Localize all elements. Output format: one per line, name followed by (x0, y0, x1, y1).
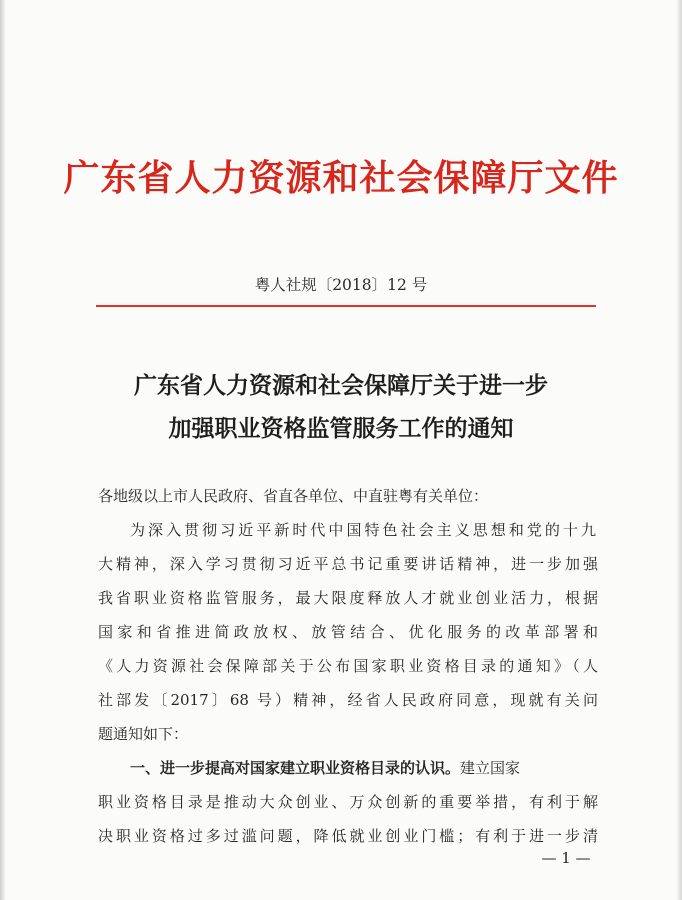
paragraph-line: 决职业资格过多过滥问题，降低就业创业门槛；有利于进一步清 (98, 827, 598, 845)
paragraph-line: 题通知如下： (98, 725, 189, 743)
paragraph-line: 国家和省推进简政放权、放管结合、优化服务的改革部署和 (98, 623, 598, 641)
paragraph-line: 《人力资源社会保障部关于公布国家职业资格目录的通知》（人 (98, 657, 598, 675)
paragraph-line: 职业资格目录是推动大众创业、万众创新的重要举措，有利于解 (98, 793, 598, 811)
scan-edge-left (0, 0, 6, 900)
document-number: 粤人社规〔2018〕12 号 (254, 276, 428, 294)
scan-edge-right (676, 0, 682, 900)
paragraph-line: 大精神，深入学习贯彻习近平总书记重要讲话精神，进一步加强 (98, 555, 598, 573)
red-separator-line (96, 305, 596, 307)
paragraph-line: 我省职业资格监管服务，最大限度释放人才就业创业活力，根据 (98, 589, 598, 607)
notice-title-line-1: 广东省人力资源和社会保障厅关于进一步 (134, 372, 548, 399)
section-1-heading-tail: 建立国家 (460, 759, 521, 777)
issuer-header-title: 广东省人力资源和社会保障厅文件 (63, 157, 619, 199)
page-number: — 1 — (541, 849, 591, 867)
notice-title-line-2: 加强职业资格监管服务工作的通知 (168, 415, 514, 442)
paragraph-line: 为深入贯彻习近平新时代中国特色社会主义思想和党的十九 (130, 521, 596, 539)
addressee-line: 各地级以上市人民政府、省直各单位、中直驻粤有关单位： (98, 487, 489, 505)
section-1-first-line (130, 757, 596, 778)
paragraph-line: 社部发〔2017〕68 号）精神，经省人民政府同意，现就有关问 (98, 691, 598, 709)
section-1-heading: 一、进一步提高对国家建立职业资格目录的认识。 (130, 759, 461, 777)
